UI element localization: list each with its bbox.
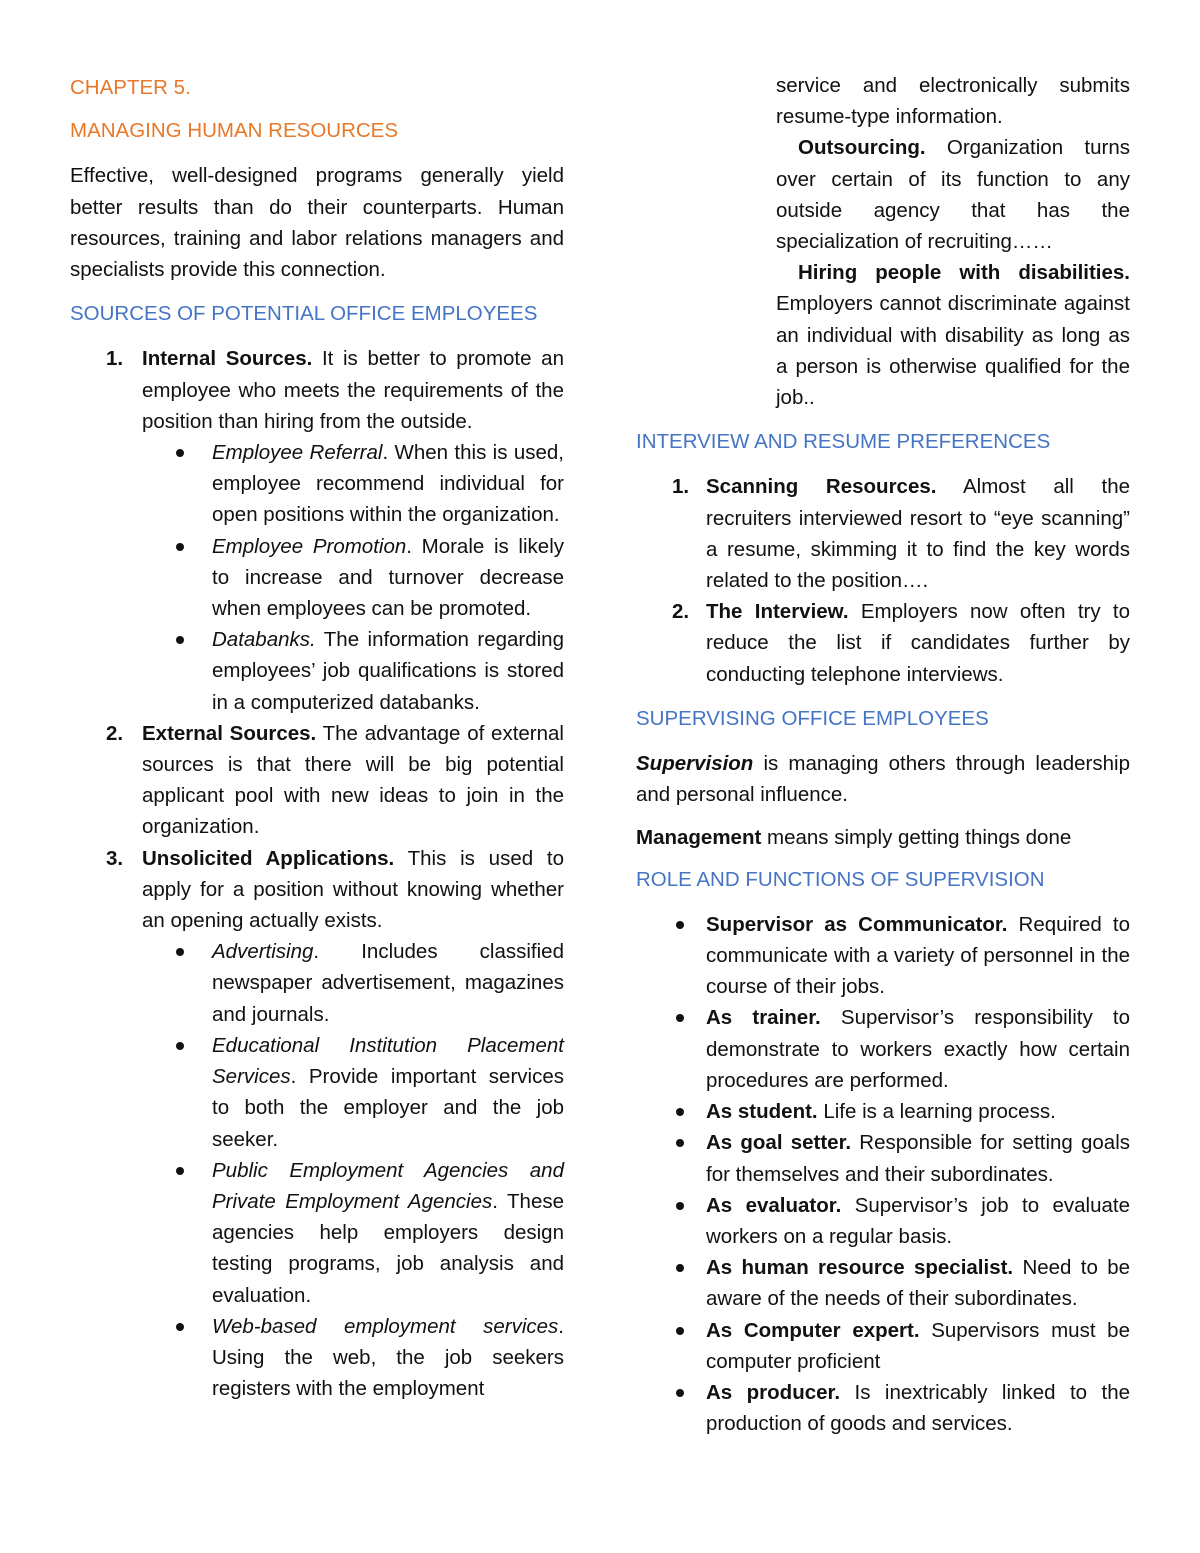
item-term: Supervisor as Communicator. (706, 912, 1008, 936)
list-item (636, 1002, 1130, 1096)
interview-list (636, 471, 1130, 689)
item-term: As Computer expert. (706, 1318, 920, 1342)
bullet-icon (176, 1042, 184, 1050)
list-item (70, 1311, 564, 1405)
right-column (636, 70, 1130, 1439)
internal-sources-bullets (70, 437, 564, 718)
outsourcing-term: Outsourcing. (798, 136, 926, 160)
list-item (636, 1315, 1130, 1377)
item-text: Supervisor’s job to evaluate workers on a regular basis. (706, 1193, 1130, 1248)
intro-paragraph: Effective, well-designed programs generally yield better results than do their counterparts. Human resources, training and labor relations managers and specialists provide this connection. (70, 164, 564, 282)
item-text: . Morale is likely to increase and turnover decrease when employees can be promoted. (212, 534, 564, 621)
list-item (70, 1155, 564, 1311)
list-item (70, 718, 564, 843)
item-term: As evaluator. (706, 1193, 842, 1217)
supervision-term: Supervision (636, 752, 754, 776)
bullet-icon (676, 1389, 684, 1397)
item-text: This is used to apply for a position without knowing whether an opening actually exists. (142, 846, 564, 933)
supervising-heading: SUPERVISING OFFICE EMPLOYEES (636, 706, 989, 730)
item-term: External Sources. (142, 721, 317, 745)
list-item (636, 1377, 1130, 1439)
item-term: As student. (706, 1100, 818, 1124)
outsourcing-paragraph (636, 132, 1130, 257)
item-text: . Using the web, the job seekers registers with the employment (212, 1314, 564, 1401)
item-term: Scanning Resources. (706, 475, 937, 499)
list-item (636, 1252, 1130, 1314)
item-text: Is inextricably linked to the production of goods and services. (706, 1380, 1131, 1436)
item-term: Advertising (212, 940, 314, 964)
roles-heading: ROLE AND FUNCTIONS OF SUPERVISION (636, 867, 1045, 891)
item-text: . When this is used, employee recommend individual for open positions within the organization. (212, 441, 564, 527)
item-term: Unsolicited Applications. (142, 846, 395, 870)
item-text: Supervisor’s responsibility to demonstrate to workers exactly how certain procedures are performed. (706, 1006, 1130, 1092)
item-text: . Includes classified newspaper advertisement, magazines and journals. (212, 940, 564, 1026)
list-item (70, 343, 564, 437)
chapter-title: MANAGING HUMAN RESOURCES (70, 119, 399, 143)
outsourcing-text: Organization turns over certain of its function to any outside agency that has the specialization of recruiting…… (776, 136, 1130, 254)
item-text: Required to communicate with a variety of personnel in the course of their jobs. (706, 912, 1130, 999)
sources-list-continued (70, 718, 564, 936)
unsolicited-bullets (70, 936, 564, 1404)
bullet-icon (676, 1014, 684, 1022)
bullet-icon (176, 543, 184, 551)
item-number: 1. (672, 475, 690, 499)
bullet-icon (676, 1264, 684, 1272)
sources-heading: SOURCES OF POTENTIAL OFFICE EMPLOYEES (70, 302, 538, 326)
chapter-label: CHAPTER 5. (70, 76, 191, 99)
item-text: The information regarding employees’ job qualifications is stored in a computerized databanks. (212, 628, 564, 714)
bullet-icon (176, 449, 184, 457)
disabilities-term: Hiring people with disabilities. (798, 261, 1130, 285)
item-text: Supervisors must be computer proficient (706, 1318, 1130, 1373)
management-term: Management (636, 826, 762, 850)
item-text: Employers now often try to reduce the list if candidates further by conducting telephone interviews. (706, 600, 1130, 686)
interview-heading: INTERVIEW AND RESUME PREFERENCES (636, 430, 1051, 454)
item-number: 2. (672, 600, 690, 624)
item-term: Employee Promotion (212, 534, 407, 558)
left-column (70, 70, 564, 1404)
bullet-icon (676, 1108, 684, 1116)
item-number: 2. (106, 721, 124, 745)
supervision-definition (636, 748, 1130, 810)
item-text: Life is a learning process. (817, 1100, 1056, 1124)
item-text: It is better to promote an employee who meets the requirements of the position than hiring from the outside. (142, 347, 564, 433)
management-definition (636, 822, 1130, 853)
item-number: 3. (106, 846, 124, 870)
disabilities-text: Employers cannot discriminate against an individual with disability as long as a person is otherwise qualified for the job.. (776, 292, 1130, 410)
list-item (636, 1190, 1130, 1252)
supervision-text: is managing others through leadership and personal influence. (636, 752, 1130, 807)
item-text: The advantage of external sources is that there will be big potential applicant pool with new ideas to join in the organization. (142, 721, 564, 839)
bullet-icon (676, 1202, 684, 1210)
bullet-icon (176, 948, 184, 956)
item-term: As goal setter. (706, 1131, 852, 1155)
roles-list (636, 909, 1130, 1439)
item-term: Educational Institution Placement Services (212, 1033, 564, 1089)
item-text: Need to be aware of the needs of their subordinates. (706, 1256, 1131, 1311)
item-term: Employee Referral (212, 441, 383, 465)
list-item (70, 531, 564, 625)
list-item (636, 596, 1130, 690)
list-item (636, 471, 1130, 596)
item-term: Databanks. (212, 628, 316, 652)
item-number: 1. (106, 347, 124, 371)
item-term: Public Employment Agencies and Private Employment Agencies (212, 1158, 564, 1213)
management-text: means simply getting things done (761, 826, 1072, 850)
item-text: Responsible for setting goals for themselves and their subordinates. (706, 1131, 1131, 1186)
bullet-icon (176, 636, 184, 644)
list-item (70, 437, 564, 531)
item-text: . Provide important services to both the employer and the job seeker. (212, 1065, 564, 1151)
item-term: The Interview. (706, 600, 849, 624)
item-term: As human resource specialist. (706, 1256, 1014, 1280)
continued-text: service and electronically submits resume-type information. (776, 74, 1130, 129)
list-item (636, 1127, 1130, 1189)
list-item (636, 909, 1130, 1003)
list-item (70, 843, 564, 937)
item-term: Web-based employment services (212, 1314, 559, 1338)
list-item (636, 1096, 1130, 1127)
item-term: Internal Sources. (142, 347, 313, 371)
bullet-icon (676, 1139, 684, 1147)
item-text: . These agencies help employers design testing programs, job analysis and evaluation. (212, 1189, 564, 1307)
bullet-icon (176, 1323, 184, 1331)
bullet-icon (176, 1167, 184, 1175)
bullet-icon (676, 921, 684, 929)
bullet-icon (676, 1327, 684, 1335)
disabilities-paragraph (636, 257, 1130, 413)
sources-list (70, 343, 564, 437)
list-item (70, 624, 564, 718)
item-term: As trainer. (706, 1006, 821, 1030)
list-item (70, 936, 564, 1030)
item-text: Almost all the recruiters interviewed resort to “eye scanning” a resume, skimming it to find the key words related to the position…. (706, 475, 1131, 593)
item-term: As producer. (706, 1380, 841, 1404)
list-item (70, 1030, 564, 1155)
